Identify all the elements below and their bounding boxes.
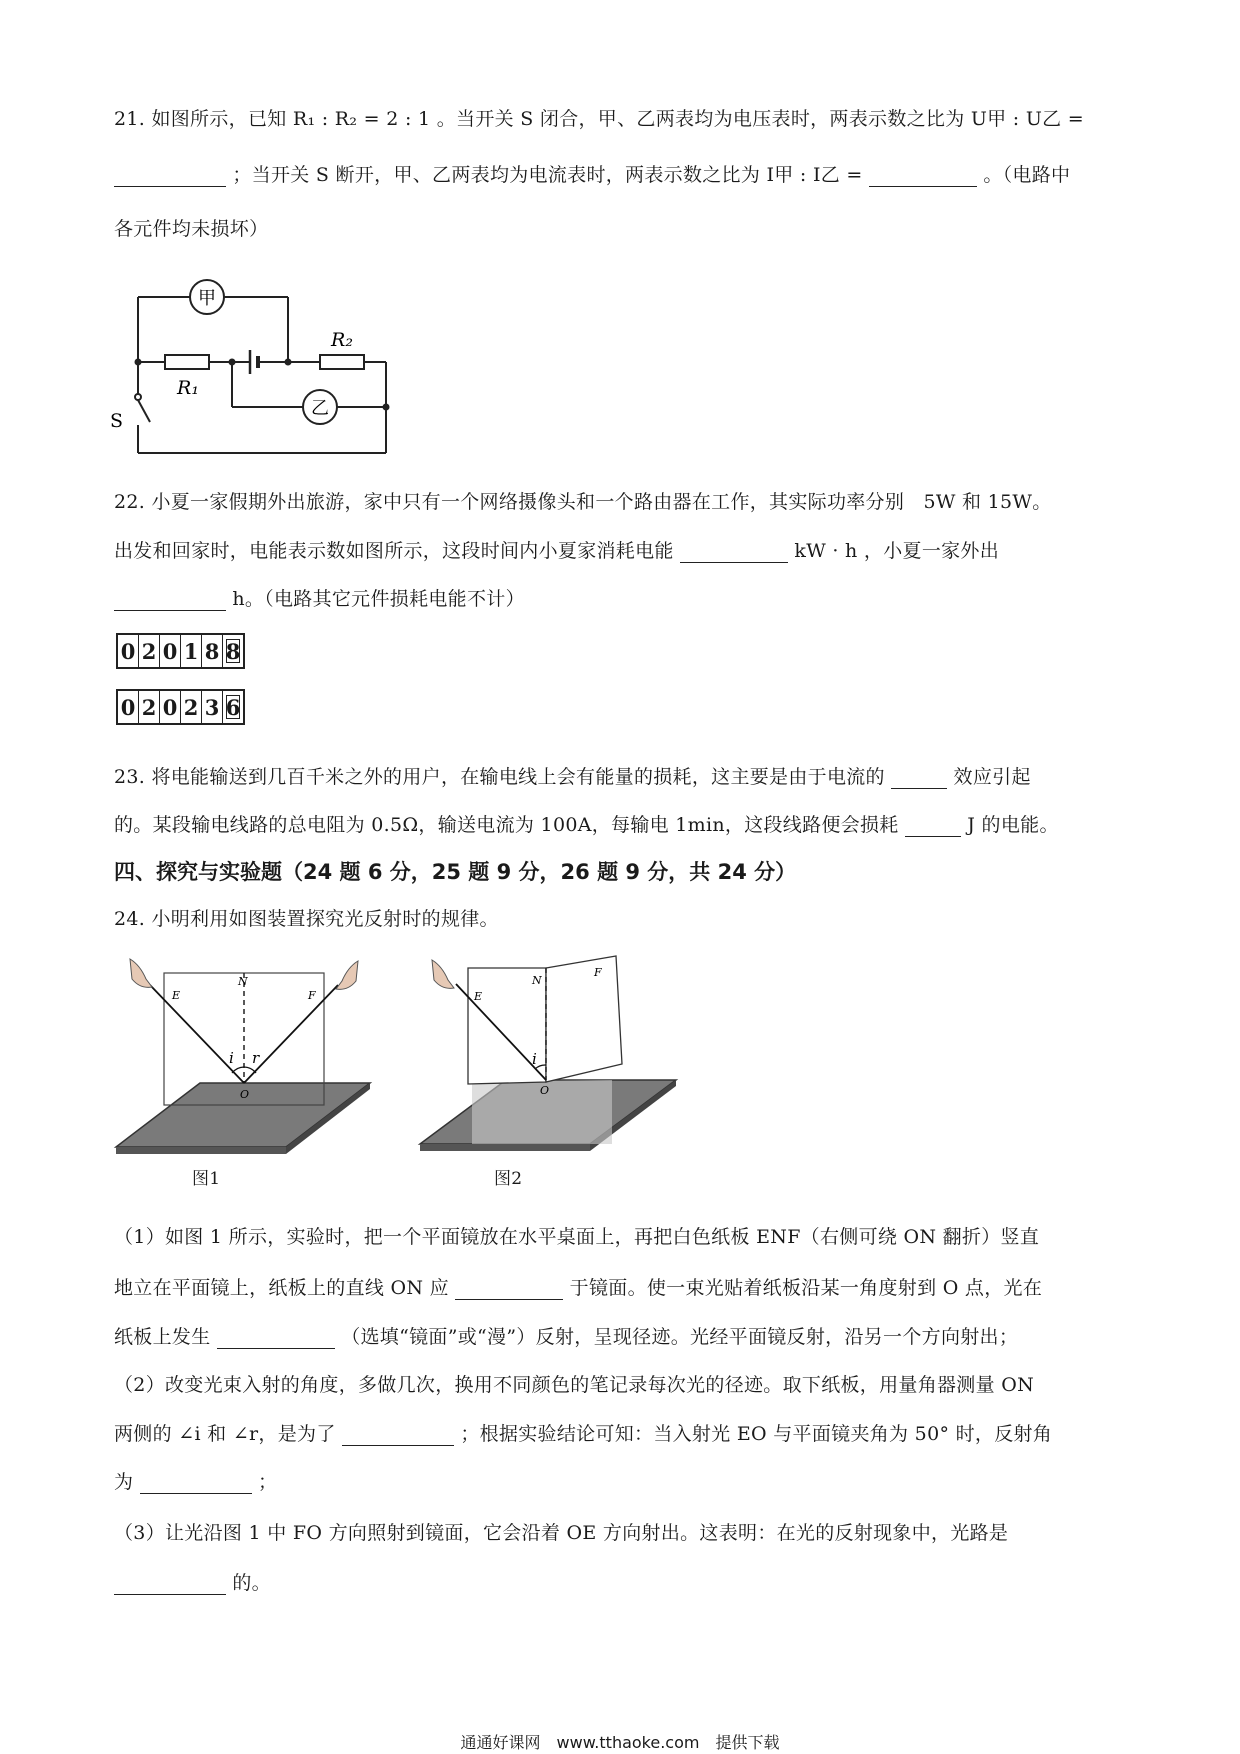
meter-digit: 2: [181, 691, 202, 723]
meter-digit: 2: [139, 635, 160, 667]
q21-line2: [114, 160, 1070, 187]
figure-1: [112, 955, 382, 1155]
meter-digit: 0: [160, 691, 181, 723]
q24-p2-line3-text-a: 为: [114, 1471, 134, 1493]
q21-line3: 各元件均未损坏）: [114, 218, 269, 240]
answer-blank[interactable]: [905, 816, 961, 837]
q24-p1-line2-text-b: 于镜面。使一束光贴着纸板沿某一角度射到 O 点，光在: [569, 1277, 1043, 1299]
q23-line1-text-b: 效应引起: [953, 766, 1031, 788]
meter-digit-decimal: 8: [223, 635, 243, 667]
q22-line3-text: h。（电路其它元件损耗电能不计）: [232, 588, 525, 610]
answer-blank[interactable]: [455, 1279, 563, 1300]
answer-blank[interactable]: [114, 1574, 226, 1595]
q24-p1-line3-text-b: （选填“镜面”或“漫”）反射，呈现径迹。光经平面镜反射，沿另一个方向射出；: [341, 1326, 1019, 1348]
answer-blank[interactable]: [680, 542, 788, 563]
meter-digit: 2: [139, 691, 160, 723]
figure-2: [412, 952, 682, 1152]
answer-blank[interactable]: [114, 166, 226, 187]
label-E: E: [172, 989, 181, 1002]
q21-line2-text-a: ；当开关 S 断开，甲、乙两表均为电流表时，两表示数之比为 I甲 : I乙 =: [232, 164, 863, 186]
label-N: N: [532, 974, 542, 987]
q23-line2-text-b: J 的电能。: [967, 814, 1059, 836]
q24-p2-line3-text-b: ；: [258, 1471, 278, 1493]
answer-blank[interactable]: [869, 166, 977, 187]
meter-jia-label: 甲: [198, 288, 216, 309]
meter-digit: 0: [118, 691, 139, 723]
q24-p3-line2: [114, 1568, 271, 1595]
meter-digit: 3: [202, 691, 223, 723]
answer-blank[interactable]: [891, 768, 947, 789]
q24-p1-line3: [114, 1322, 1018, 1349]
section-heading: 四、探究与实验题（24 题 6 分，25 题 9 分，26 题 9 分，共 24 分）: [114, 860, 797, 884]
q24-p1-line1: （1）如图 1 所示，实验时，把一个平面镜放在水平桌面上，再把白色纸板 ENF（右侧可绕 ON 翻折）竖直: [114, 1226, 1040, 1248]
q23-line1-text-a: 23. 将电能输送到几百千米之外的用户，在输电线上会有能量的损耗，这主要是由于电流的: [114, 766, 885, 788]
q23-line2-text-a: 的。某段输电线路的总电阻为 0.5Ω，输送电流为 100A，每输电 1min，这段线路便会损耗: [114, 814, 899, 836]
label-E: E: [474, 990, 483, 1003]
q24-p1-line2: [114, 1273, 1042, 1300]
label-O: O: [540, 1084, 550, 1097]
fig1-caption: 图1: [192, 1169, 221, 1189]
label-N: N: [238, 975, 248, 988]
meter-digit-decimal: 6: [223, 691, 243, 723]
meter-digit: 8: [202, 635, 223, 667]
answer-blank[interactable]: [342, 1425, 454, 1446]
q23-line1: [114, 762, 1031, 789]
label-r: r: [252, 1049, 260, 1067]
r1-label: R₁: [177, 377, 199, 399]
q24-p2-line2-text-b: ；根据实验结论可知：当入射光 EO 与平面镜夹角为 50° 时，反射角: [460, 1423, 1053, 1445]
meter-digit: 0: [118, 635, 139, 667]
q24-p3-line1: （3）让光沿图 1 中 FO 方向照射到镜面，它会沿着 OE 方向射出。这表明：在光的反射现象中，光路是: [114, 1522, 1009, 1544]
label-F: F: [308, 989, 316, 1002]
answer-blank[interactable]: [140, 1473, 252, 1494]
meter-digit: 1: [181, 635, 202, 667]
label-i: i: [532, 1050, 537, 1068]
q22-line2-text-a: 出发和回家时，电能表示数如图所示，这段时间内小夏家消耗电能: [114, 540, 674, 562]
switch-label: S: [110, 410, 124, 432]
circuit-diagram: [110, 270, 400, 470]
fig2-caption: 图2: [494, 1169, 523, 1189]
r2-label: R₂: [331, 329, 353, 351]
q22-line2-text-b: kW · h ，小夏一家外出: [794, 540, 1000, 562]
label-O: O: [240, 1088, 250, 1101]
q24-intro: 24. 小明利用如图装置探究光反射时的规律。: [114, 908, 499, 930]
answer-blank[interactable]: [114, 590, 226, 611]
q24-p3-line2-text: 的。: [232, 1572, 271, 1594]
q24-p2-line2-text-a: 两侧的 ∠i 和 ∠r，是为了: [114, 1423, 336, 1445]
q22-line1: 22. 小夏一家假期外出旅游，家中只有一个网络摄像头和一个路由器在工作，其实际功率分别 5W 和 15W。: [114, 491, 1052, 513]
q24-p1-line2-text-a: 地立在平面镜上，纸板上的直线 ON 应: [114, 1277, 449, 1299]
q21-line1: 21. 如图所示，已知 R₁ : R₂ = 2 : 1 。当开关 S 闭合，甲、乙两表均为电压表时，两表示数之比为 U甲 : U乙 =: [114, 108, 1085, 130]
label-i: i: [229, 1049, 234, 1067]
q24-p1-line3-text-a: 纸板上发生: [114, 1326, 211, 1348]
meter-yi-label: 乙: [311, 398, 329, 419]
q22-line2: [114, 536, 999, 563]
q24-p2-line1: （2）改变光束入射的角度，多做几次，换用不同颜色的笔记录每次光的径迹。取下纸板，用量角器测量 ON: [114, 1374, 1035, 1396]
label-F: F: [594, 966, 602, 979]
q24-p2-line3: [114, 1467, 277, 1494]
energy-meter-end: [116, 689, 245, 725]
q22-line3: [114, 584, 525, 611]
meter-digit: 0: [160, 635, 181, 667]
q24-p2-line2: [114, 1419, 1052, 1446]
energy-meter-start: [116, 633, 245, 669]
q21-line2-text-b: 。（电路中: [983, 164, 1071, 186]
page-footer: 通通好课网 www.tthaoke.com 提供下载: [460, 1733, 780, 1752]
q23-line2: [114, 810, 1059, 837]
answer-blank[interactable]: [217, 1328, 335, 1349]
